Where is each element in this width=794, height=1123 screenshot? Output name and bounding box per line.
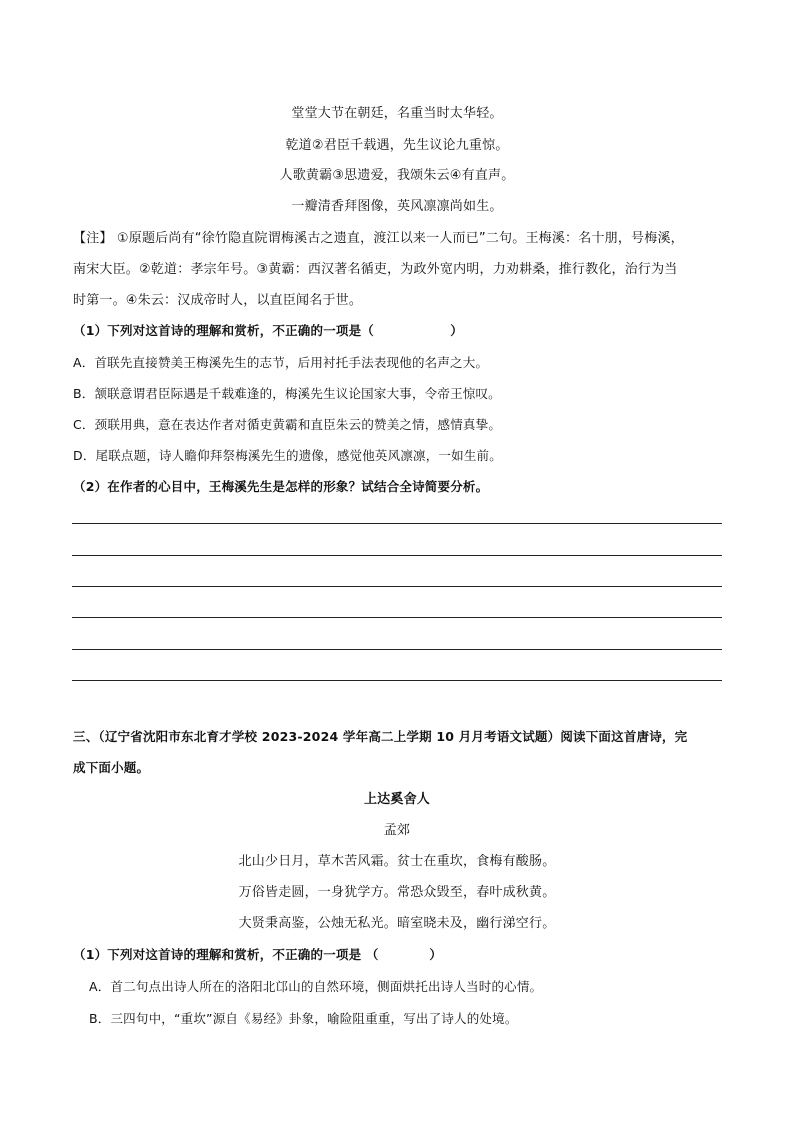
answer-line-4[interactable] — [72, 617, 722, 618]
note-line-2: 南宋大臣。②乾道：孝宗年号。③黄霸：西汉著名循吏，为政外宽内明，力劝耕桑，推行教化，治行为当 — [73, 262, 678, 277]
poem2-line-1: 北山少日月，草木苦风霜。贫士在重坎，食梅有酸肠。 — [238, 854, 556, 869]
poem2-author: 孟郊 — [383, 823, 411, 838]
poem2-title: 上达奚舍人 — [363, 792, 430, 807]
answer-line-5[interactable] — [72, 649, 722, 650]
poem2-line-2: 万俗皆走圆，一身犹学方。常恐众毁至，春叶成秋黄。 — [238, 885, 556, 900]
poem1-line-3: 人歌黄霸③思遗爱，我颂朱云④有直声。 — [279, 168, 515, 183]
question-3-option-a: A．首二句点出诗人所在的洛阳北邙山的自然环境，侧面烘托出诗人当时的心情。 — [89, 979, 543, 994]
question-1-option-b: B．颔联意谓君臣际遇是千载难逢的，梅溪先生议论国家大事，令帝王惊叹。 — [73, 386, 501, 401]
section-3-heading-line-2: 成下面小题。 — [73, 760, 150, 775]
answer-line-3[interactable] — [72, 586, 722, 587]
question-3-option-b: B．三四句中，“重坎”源自《易经》卦象，喻险阻重重，写出了诗人的处境。 — [89, 1011, 518, 1026]
question-1-option-c: C．颈联用典，意在表达作者对循吏黄霸和直臣朱云的赞美之情，感情真挚。 — [73, 417, 502, 432]
question-1-stem: （1）下列对这首诗的理解和赏析，不正确的一项是（ ） — [73, 323, 463, 338]
poem1-line-2: 乾道②君臣千载遇，先生议论九重惊。 — [285, 138, 509, 153]
note-line-1: 【注】 ①原题后尚有“徐竹隐直院谓梅溪古之遗直，渡江以来一人而已”二句。王梅溪：名十朋，号梅溪， — [73, 231, 684, 246]
question-1-option-a: A．首联先直接赞美王梅溪先生的志节，后用衬托手法表现他的名声之大。 — [73, 355, 489, 370]
question-2-stem: （2）在作者的心目中，王梅溪先生是怎样的形象？试结合全诗简要分析。 — [73, 479, 489, 494]
note-line-3: 时第一。④朱云：汉成帝时人，以直臣闻名于世。 — [73, 293, 363, 308]
poem1-line-1: 堂堂大节在朝廷，名重当时太华轻。 — [291, 106, 503, 121]
answer-line-6[interactable] — [72, 680, 722, 681]
answer-line-2[interactable] — [72, 555, 722, 556]
poem2-line-3: 大贤秉高鉴，公烛无私光。暗室晓未及，幽行涕空行。 — [238, 916, 556, 931]
question-3-stem: （1）下列对这首诗的理解和赏析，不正确的一项是 （ ） — [73, 947, 443, 962]
answer-line-1[interactable] — [72, 523, 722, 524]
section-3-heading-line-1: 三、（辽宁省沈阳市东北育才学校 2023-2024 学年高二上学期 10 月月考语文试题）阅读下面这首唐诗，完 — [73, 729, 688, 744]
poem1-line-4: 一瓣清香拜图像，英风凛凛尚如生。 — [291, 199, 503, 214]
question-1-option-d: D．尾联点题，诗人瞻仰拜祭梅溪先生的遗像，感觉他英风凛凛，一如生前。 — [73, 448, 502, 463]
